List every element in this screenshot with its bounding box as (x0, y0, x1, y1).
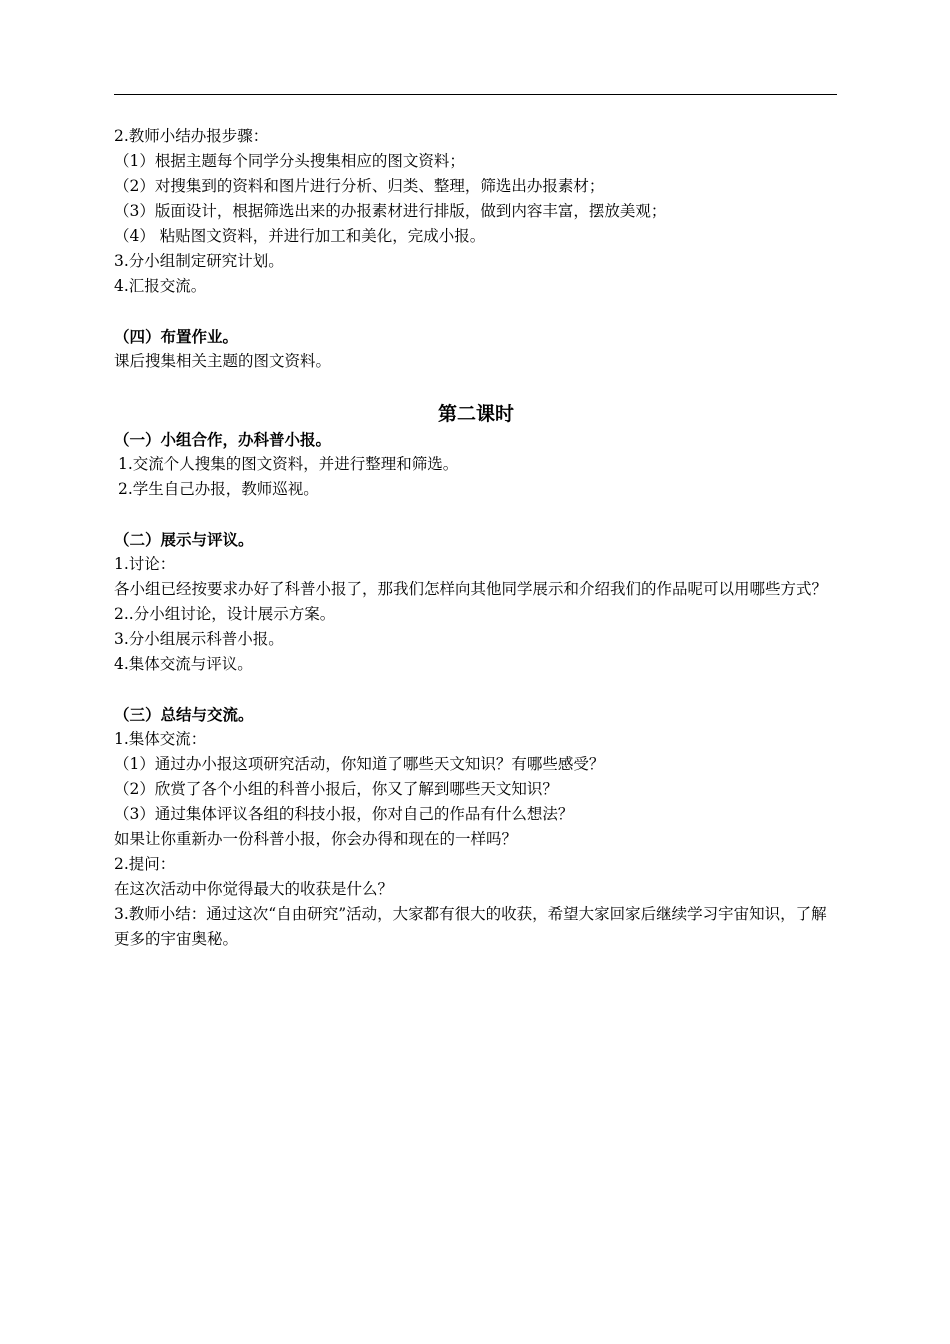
homework-heading: （四）布置作业。 (114, 327, 239, 346)
section-2-item: 2..分小组讨论，设计展示方案。 (114, 605, 336, 623)
section-3-item: 1.集体交流： (114, 730, 207, 748)
lesson-title: 第二课时 (437, 403, 514, 425)
section-1-heading: （一）小组合作，办科普小报。 (114, 430, 332, 449)
section-1-item: 2.学生自己办报，教师巡视。 (118, 480, 319, 498)
section-1-item: 1.交流个人搜集的图文资料，并进行整理和筛选。 (118, 455, 459, 473)
section-3-heading: （三）总结与交流。 (114, 705, 254, 724)
section-2-paragraph: 各小组已经按要求办好了科普小报了，那我们怎样向其他同学展示和介绍我们的作品呢可以用哪些方式？ (114, 580, 828, 598)
homework-text: 课后搜集相关主题的图文资料。 (114, 352, 332, 370)
step-2: （2）对搜集到的资料和图片进行分析、归类、整理，筛选出办报素材； (114, 177, 605, 195)
section-3-paragraph: 3.教师小结：通过这次“自由研究”活动，大家都有很大的收获，希望大家回家后继续学习宇宙知识，了解更多的宇宙奥秘。 (114, 905, 827, 948)
section-2-item: 3.分小组展示科普小报。 (114, 630, 284, 648)
step-1: （1）根据主题每个同学分头搜集相应的图文资料； (114, 152, 465, 170)
section-2-item: 1.讨论： (114, 555, 176, 573)
section-3-item: （1）通过办小报这项研究活动，你知道了哪些天文知识？有哪些感受？ (114, 755, 605, 773)
step-3: （3）版面设计，根据筛选出来的办报素材进行排版，做到内容丰富，摆放美观； (114, 202, 667, 220)
step-4: （4） 粘贴图文资料，并进行加工和美化，完成小报。 (114, 227, 486, 245)
section-3-item: 2.提问： (114, 855, 176, 873)
report-line: 4.汇报交流。 (114, 277, 207, 295)
document-body (114, 124, 838, 952)
section-2-heading: （二）展示与评议。 (114, 530, 254, 549)
section-3-item: 在这次活动中你觉得最大的收获是什么？ (114, 880, 394, 898)
header-rule (114, 94, 837, 95)
plan-line: 3.分小组制定研究计划。 (114, 252, 284, 270)
summary-heading: 2.教师小结办报步骤： (114, 127, 269, 145)
section-3-item: （2）欣赏了各个小组的科普小报后，你又了解到哪些天文知识？ (114, 780, 558, 798)
section-3-item: 如果让你重新办一份科普小报，你会办得和现在的一样吗？ (114, 830, 518, 848)
section-2-item: 4.集体交流与评议。 (114, 655, 253, 673)
section-3-item: （3）通过集体评议各组的科技小报，你对自己的作品有什么想法？ (114, 805, 574, 823)
